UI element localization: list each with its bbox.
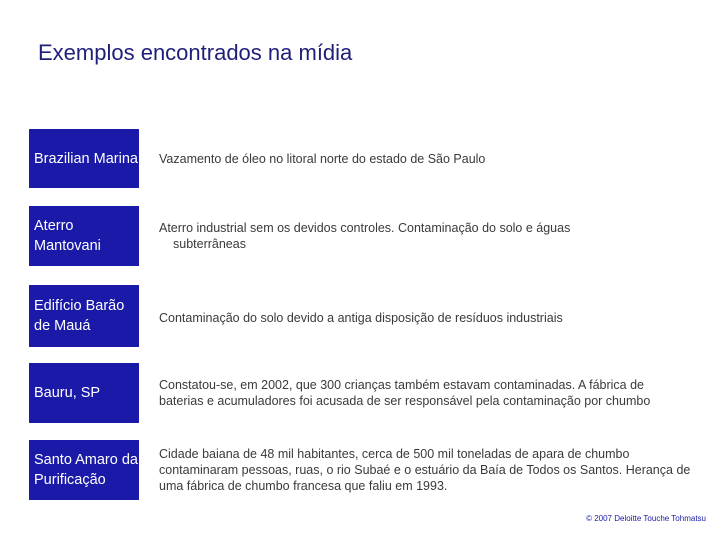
- row-label-text: Brazilian Marina: [34, 150, 138, 167]
- row-description-edificio-barao-de-maua: [159, 285, 699, 347]
- row-label-aterro-mantovani: [29, 206, 139, 266]
- copyright-notice: © 2007 Deloitte Touche Tohmatsu: [586, 514, 706, 523]
- row-description-text: Contaminação do solo devido a antiga disposição de resíduos industriais: [159, 311, 563, 325]
- row-description-text: Constatou-se, em 2002, que 300 crianças também estavam contaminadas. A fábrica de baterias e acumuladores foi acusada de ser responsável pela contaminação por chumbo: [159, 378, 651, 408]
- row-label-text: Edifício Barão de Mauá: [34, 298, 125, 334]
- row-label-santo-amaro-da-purificacao: [29, 440, 139, 500]
- row-description-aterro-mantovani: [159, 206, 699, 266]
- row-description-brazilian-marina: [159, 129, 699, 188]
- row-label-text: Bauru, SP: [34, 385, 101, 401]
- page-title: Exemplos encontrados na mídia: [38, 40, 353, 65]
- row-description-text: Cidade baiana de 48 mil habitantes, cerca de 500 mil toneladas de apara de chumbo contaminaram pessoas, ruas, o rio Subaé e o estuário da Baía de Todos os Santos. Herança de uma fábrica de chumbo francesa que faliu em 1993.: [159, 447, 691, 493]
- row-label-bauru-sp: [29, 363, 139, 423]
- row-label-text: Santo Amaro da Purificação: [34, 452, 138, 488]
- row-label-edificio-barao-de-maua: [29, 285, 139, 347]
- row-label-brazilian-marina: [29, 129, 139, 188]
- row-description-santo-amaro-da-purificacao: [159, 440, 699, 500]
- row-description-bauru-sp: [159, 363, 699, 423]
- row-description-text: Aterro industrial sem os devidos controles. Contaminação do solo e águas subterrâneas: [159, 221, 571, 251]
- row-description-text: Vazamento de óleo no litoral norte do estado de São Paulo: [159, 151, 486, 166]
- row-label-text: Aterro Mantovani: [34, 218, 101, 254]
